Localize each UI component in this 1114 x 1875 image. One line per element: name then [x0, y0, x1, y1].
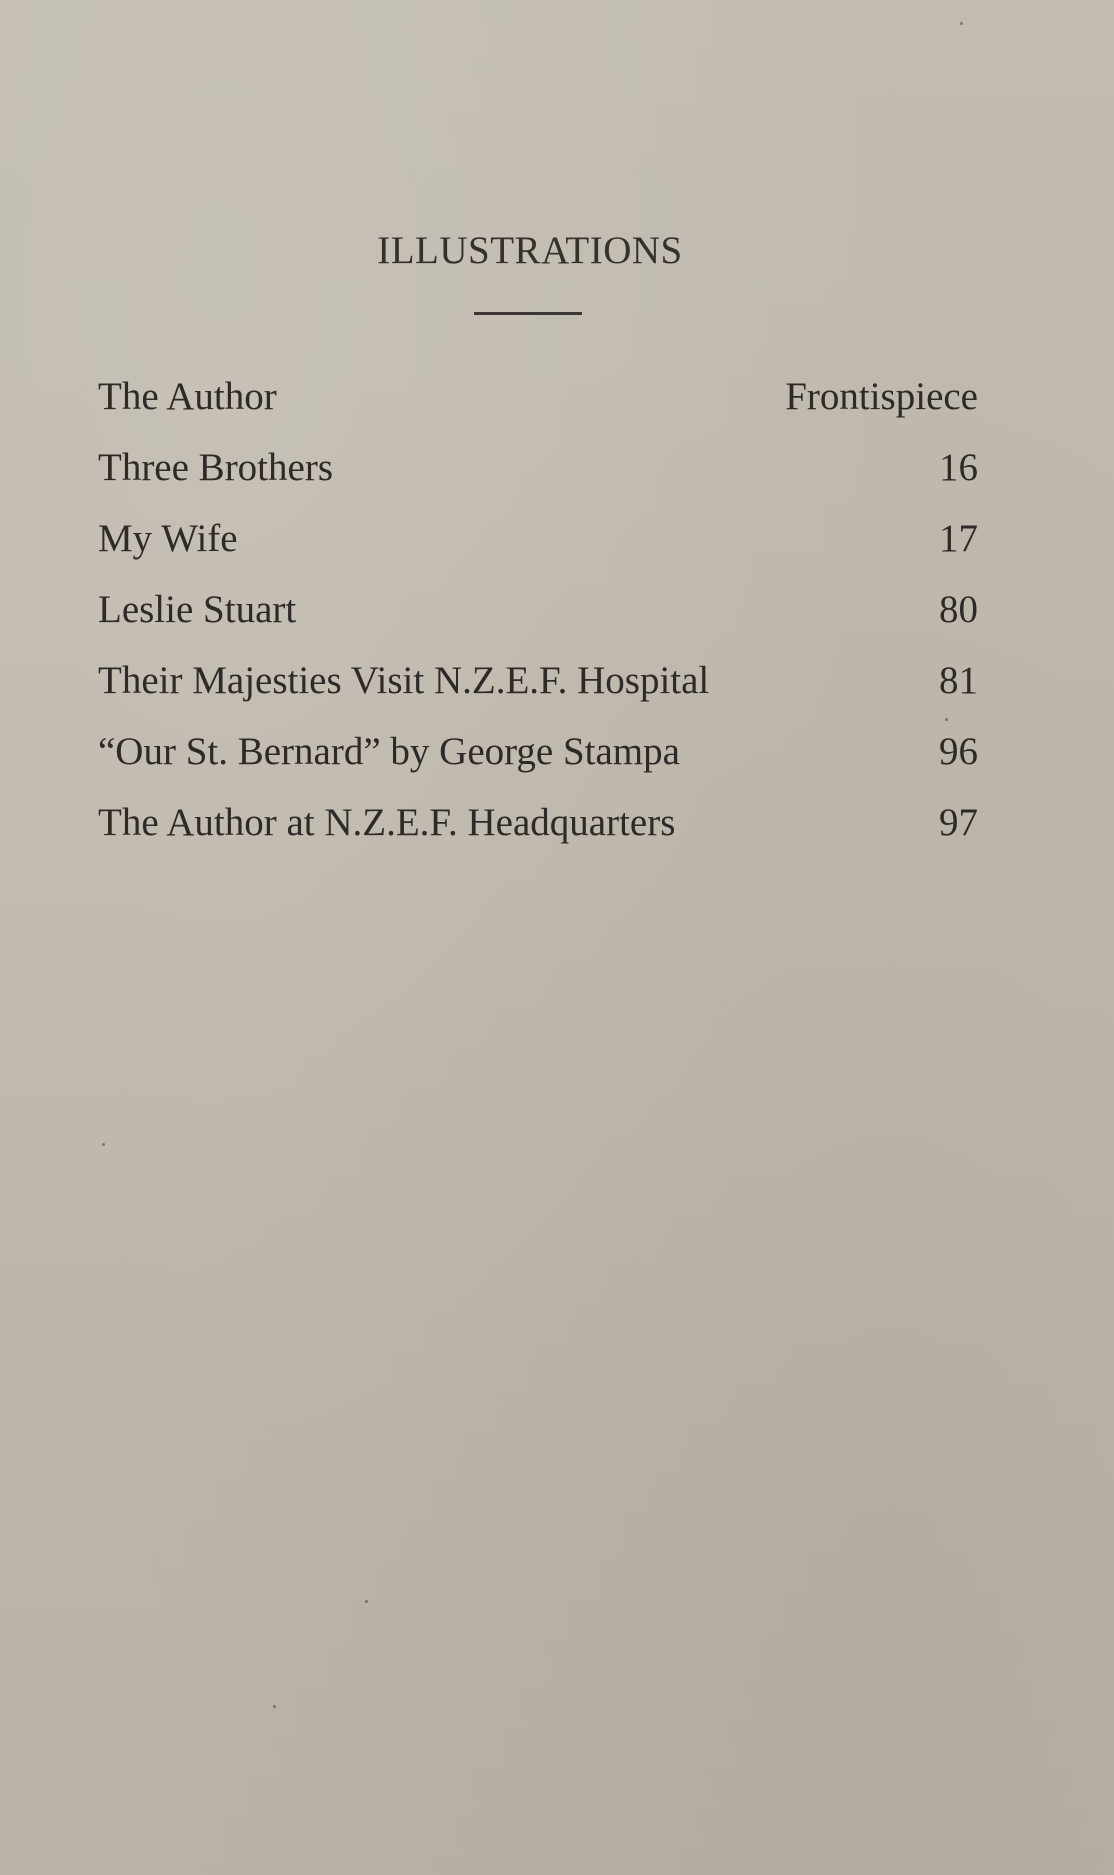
- list-item: [98, 727, 978, 798]
- paper-speck: [945, 718, 948, 721]
- paper-speck: [960, 22, 963, 25]
- page-reference: Frontispiece: [785, 375, 978, 418]
- illustration-title: Three Brothers: [98, 446, 333, 489]
- illustration-title: Their Majesties Visit N.Z.E.F. Hospital: [98, 659, 710, 702]
- page-reference: 81: [939, 659, 978, 702]
- page-reference: 80: [939, 588, 978, 631]
- page-heading: ILLUSTRATIONS: [377, 229, 683, 272]
- page-reference: 96: [939, 730, 978, 773]
- illustration-title: The Author at N.Z.E.F. Headquarters: [98, 801, 676, 844]
- list-item: [98, 514, 978, 585]
- illustration-title: Leslie Stuart: [98, 588, 297, 631]
- page-reference: 16: [939, 446, 978, 489]
- page-reference: 97: [939, 801, 978, 844]
- paper-speck: [102, 1143, 105, 1146]
- heading-rule: [474, 312, 582, 315]
- illustration-title: “Our St. Bernard” by George Stampa: [98, 730, 680, 773]
- list-item: [98, 656, 978, 727]
- illustration-title: The Author: [98, 375, 277, 418]
- list-item: [98, 443, 978, 514]
- illustrations-list: [98, 372, 978, 869]
- list-item: [98, 585, 978, 656]
- list-item: [98, 372, 978, 443]
- page-reference: 17: [939, 517, 978, 560]
- paper-speck: [365, 1600, 368, 1603]
- paper-speck: [273, 1705, 276, 1708]
- illustration-title: My Wife: [98, 517, 238, 560]
- list-item: [98, 798, 978, 869]
